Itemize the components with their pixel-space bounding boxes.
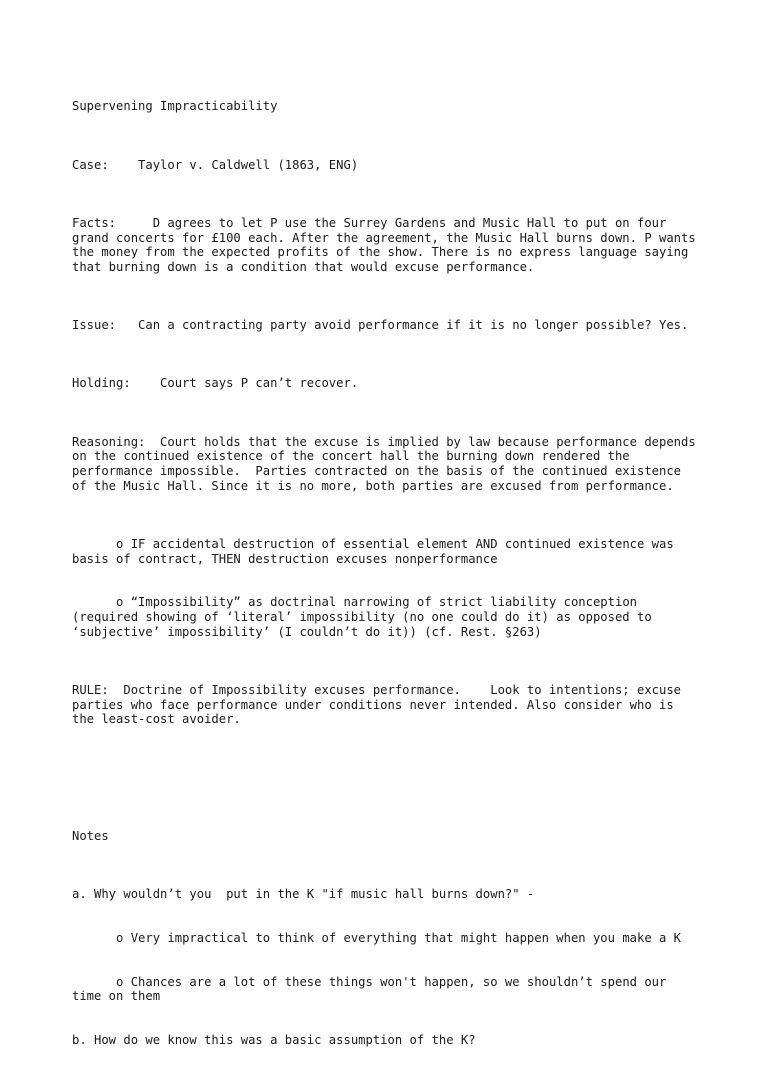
note-item: o Very impractical to think of everything that might happen when you make a K <box>72 930 682 945</box>
note-item: b. How do we know this was a basic assumption of the K? <box>72 1033 476 1047</box>
holding-paragraph: Holding: Court says P can’t recover. <box>72 376 359 391</box>
note-item: o Chances are a lot of these things won't happen, so we shouldn’t spend our time on them <box>72 974 674 1004</box>
facts-paragraph: Facts: D agrees to let P use the Surrey Gardens and Music Hall to put on four grand concerts for £100 each. After the agreement, the Music Hall burns down. P wants the money from the expected profits of the show. There is no express language saying that burning down is a condition that would excuse performance. <box>72 215 704 274</box>
case-line: Case: Taylor v. Caldwell (1863, ENG) <box>72 157 359 172</box>
note-item: a. Why wouldn’t you put in the K "if music hall burns down?" - <box>72 887 535 902</box>
document-title: Supervening Impracticability <box>72 99 278 114</box>
rule-paragraph: RULE: Doctrine of Impossibility excuses performance. Look to intentions; excuse parties who face performance under conditions never intended. Also consider who is the least-cost avoider. <box>72 682 689 727</box>
document-body <box>72 70 702 1077</box>
issue-paragraph: Issue: Can a contracting party avoid performance if it is no longer possible? Yes. <box>72 318 689 333</box>
bullet-item: o “Impossibility” as doctrinal narrowing of strict liability conception (required showing of ‘literal’ impossibility (no one could do it) as opposed to ‘subjective’ impossibility’ (I couldn’t do it)) (cf. Rest. §263) <box>72 595 660 639</box>
reasoning-paragraph: Reasoning: Court holds that the excuse is implied by law because performance depends on the continued existence of the concert hall the burning down rendered the performance impossible. Parties contracted on the basis of the continued existence of the Music Hall. Since it is no more, both parties are excused from performance. <box>72 434 704 493</box>
bullet-item: o IF accidental destruction of essential element AND continued existence was basis of contract, THEN destruction excuses nonperformance <box>72 537 682 566</box>
spacer <box>72 771 702 800</box>
notes-heading: Notes <box>72 828 109 843</box>
